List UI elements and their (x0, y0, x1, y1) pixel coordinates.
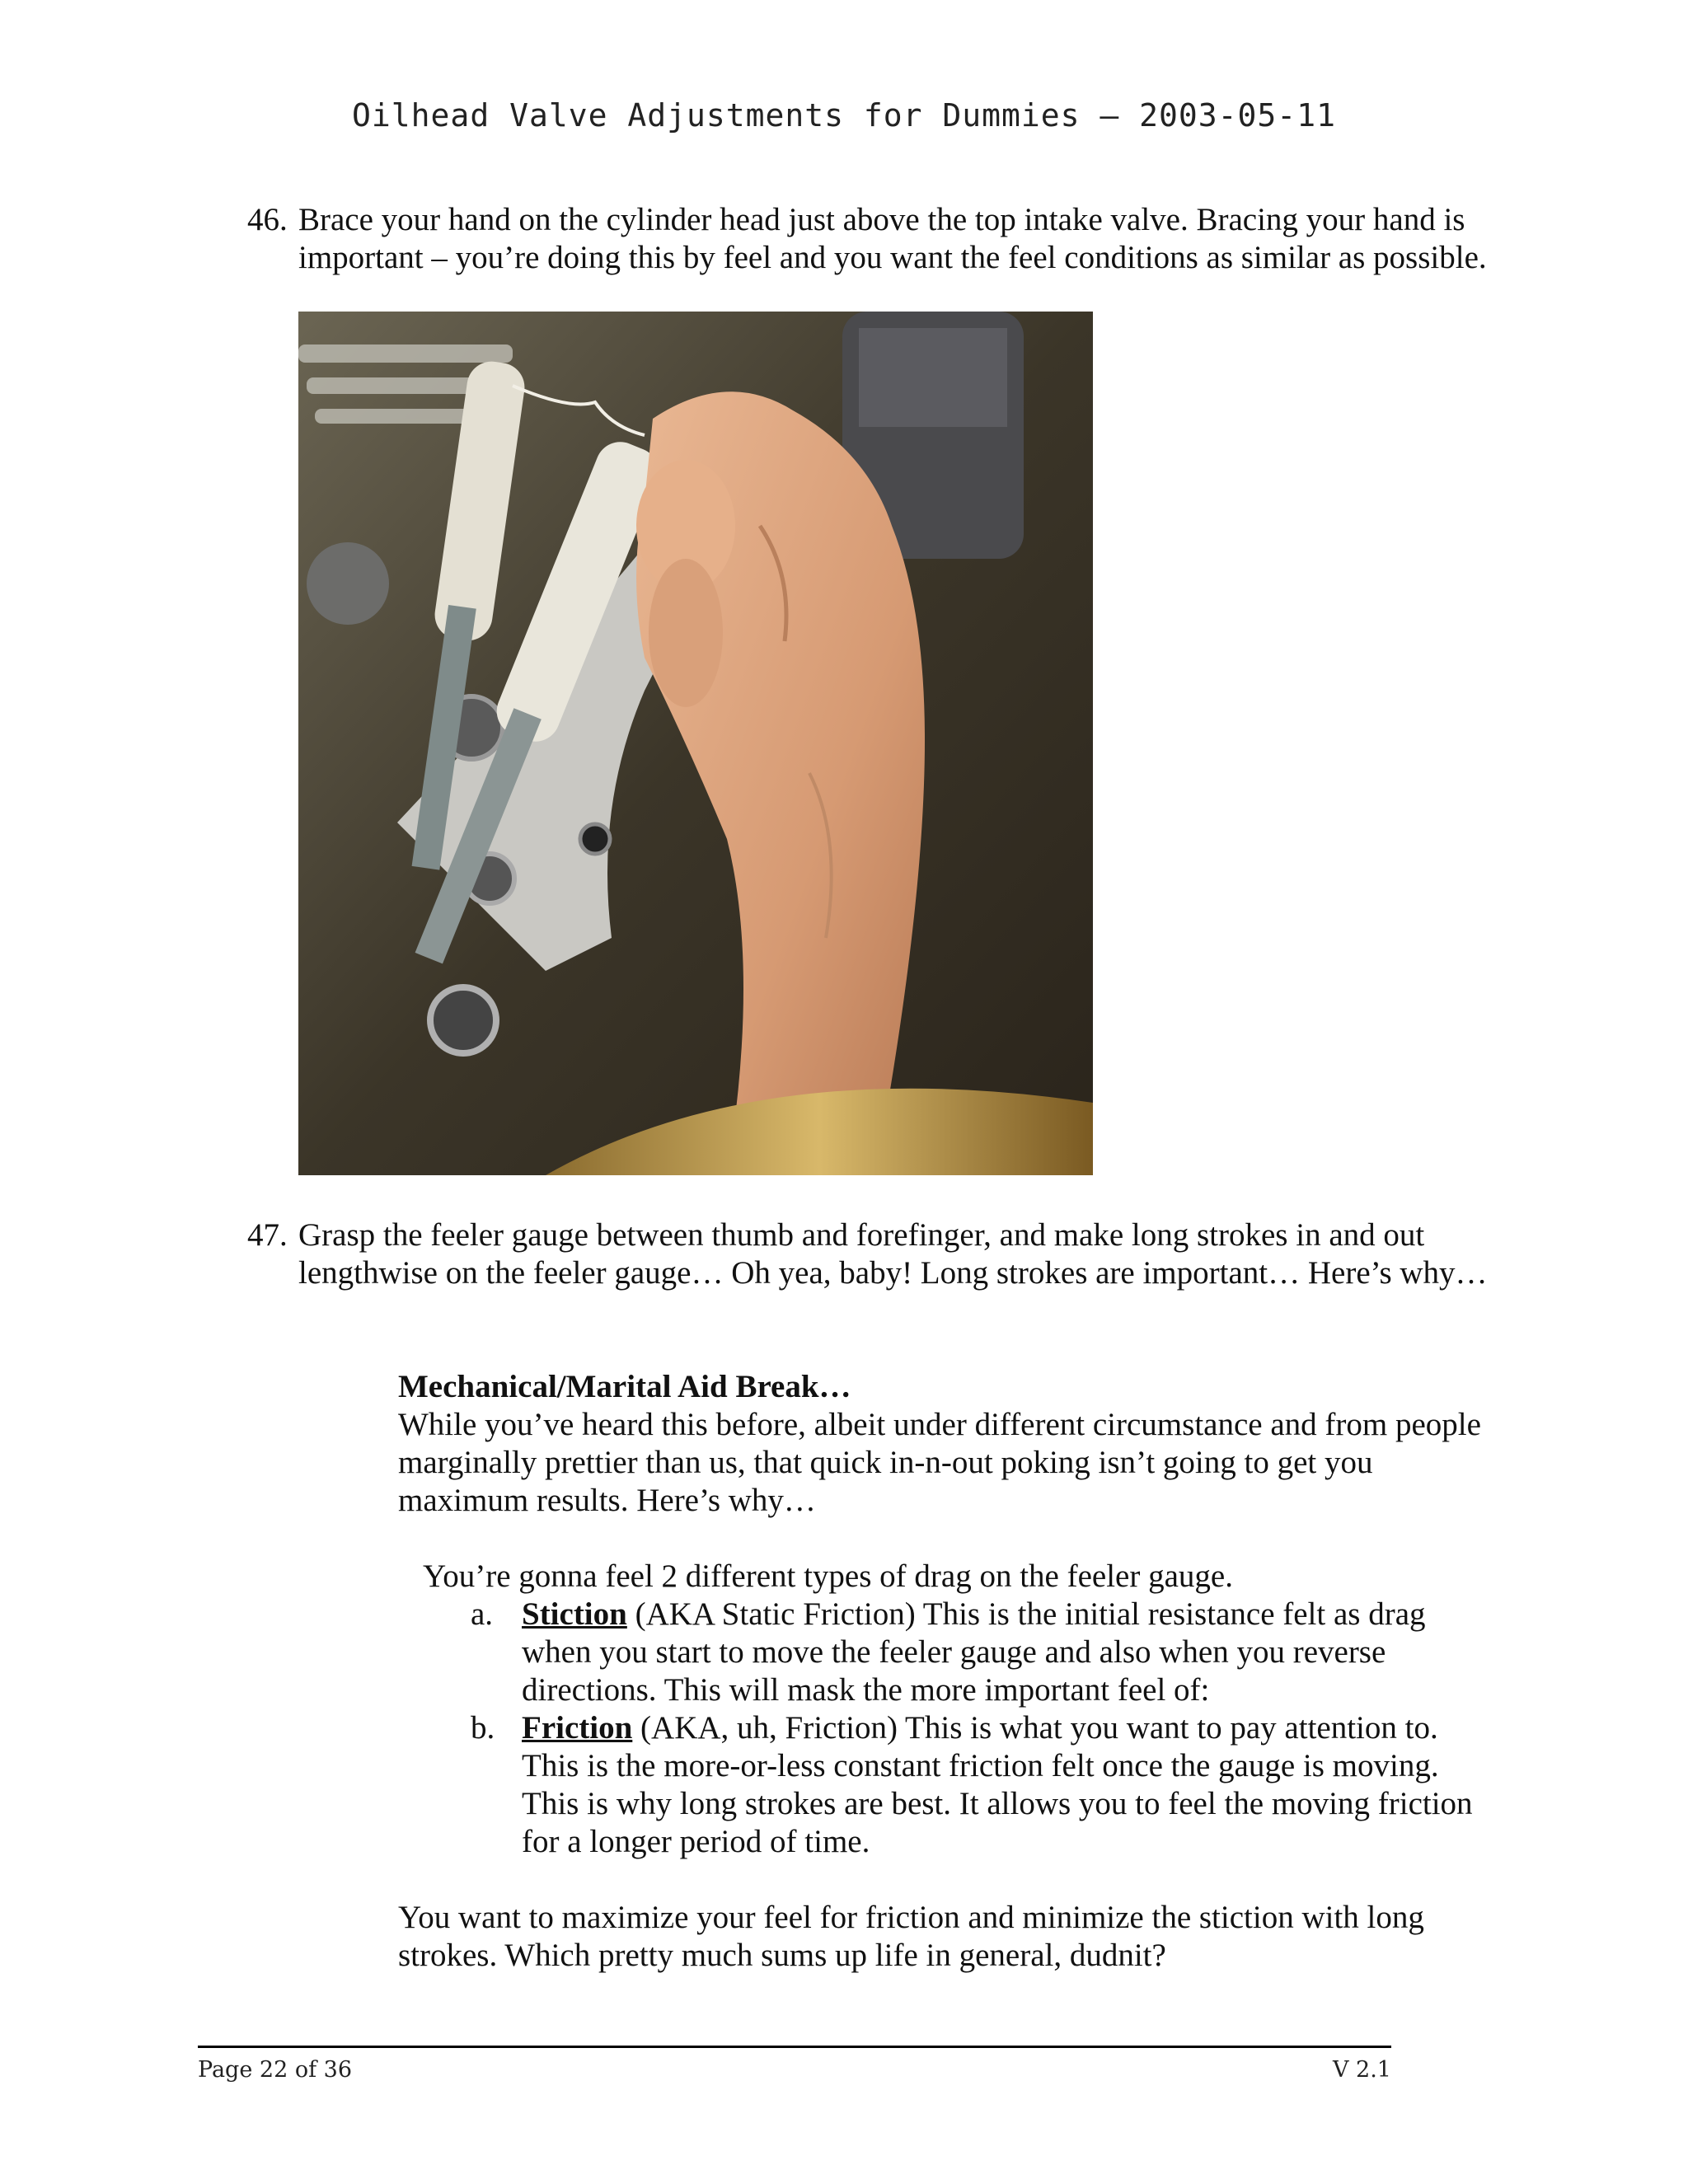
step-number: 46. (247, 202, 288, 237)
list-marker: b. (471, 1710, 495, 1746)
aside-box (398, 1368, 1486, 1520)
step-47 (247, 1216, 1502, 1292)
aside-closing: You want to maximize your feel for friction and minimize the stiction with long strokes. Which pretty much sums up life in general, dudnit? (398, 1900, 1424, 1973)
step-text: Brace your hand on the cylinder head just above the top intake valve. Bracing your hand is important – you’re doing this by feel and you want the feel conditions as similar as possible. (298, 202, 1487, 275)
version-label: V 2.1 (1332, 2057, 1391, 2083)
hand-feeler-gauge-photo (298, 312, 1093, 1175)
list-item (471, 1709, 1494, 1861)
footer-divider (198, 2046, 1391, 2048)
aside-body: While you’ve heard this before, albeit under different circumstance and from people marginally prettier than us, that quick in-n-out poking isn’t going to get you maximum results. Here’s why… (398, 1407, 1481, 1518)
step-46 (247, 201, 1502, 277)
list-item (471, 1596, 1494, 1709)
item-text: (AKA, uh, Friction) This is what you want to pay attention to. This is the more-or-less constant friction felt once the gauge is moving. This is why long strokes are best. It allows you to feel the moving friction for a longer period of time. (522, 1710, 1473, 1859)
step-text: Grasp the feeler gauge between thumb and forefinger, and make long strokes in and out lengthwise on the feeler gauge… Oh yea, baby! Long strokes are important… Here’s why… (298, 1217, 1488, 1291)
page-number: Page 22 of 36 (198, 2057, 353, 2083)
aside-title: Mechanical/Marital Aid Break… (398, 1369, 851, 1404)
aside-intro: You’re gonna feel 2 different types of drag on the feeler gauge. (423, 1558, 1233, 1594)
document-header: Oilhead Valve Adjustments for Dummies – 2003-05-11 (352, 97, 1336, 134)
item-text: (AKA Static Friction) This is the initial resistance felt as drag when you start to move the feeler gauge and also when you reverse directions. This will mask the more important feel of: (522, 1596, 1426, 1708)
term-stiction: Stiction (522, 1596, 627, 1632)
term-friction: Friction (522, 1710, 633, 1746)
step-number: 47. (247, 1217, 288, 1253)
list-marker: a. (471, 1596, 494, 1632)
